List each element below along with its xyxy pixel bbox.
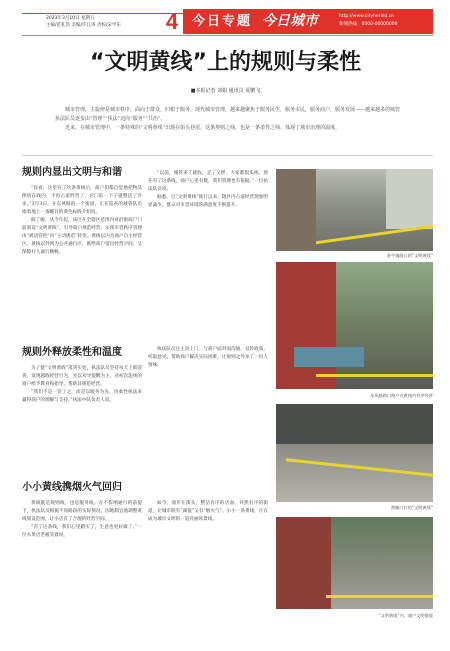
body-paragraph: 据悉，自“文明黄线”推行以来，辖区内占道经营现象明显减少，群众对市容环境的满意度不断提升。	[148, 195, 268, 208]
news-hotline: 新闻热线：0000-00000000	[339, 22, 398, 27]
issue-date: 2023年3月10日 星期五	[46, 16, 95, 21]
body-paragraph: 执法队员还主动上门，与商户面对面沟通，宣传政策，听取意见，帮助商户解决实际困难，让规则之外多了一份人情味。	[148, 347, 268, 368]
market-photo	[276, 262, 433, 389]
body-paragraph: “以前，城管来了就收，走了又摆，大家都很头疼。现在有了这条线，商户心里有数，我们管理也有依据。”一位执法队员说。	[148, 171, 268, 192]
shop-sign	[276, 517, 331, 609]
section-3-col-b	[148, 500, 268, 640]
body-paragraph: 如今，漫步在街头，整洁有序的店面、井然有序的街道，让城市既有“颜值”又有“烟火气”。小小一条黄线，正在成为城市文明的一道亮丽风景线。	[148, 501, 268, 522]
article-lead	[55, 106, 400, 133]
building-shape	[386, 169, 433, 229]
section-1-col-b	[148, 170, 268, 340]
lead-paragraph: 城市管理，主旋律是城市秩序，面向于群众，归根于服务。现代城市管理，越来越聚焦于服务民生，服务市民，服务商户，服务发展——越来越多的城管执法队员逐步由“管理”“执法”迈向“服务”“共治”。	[55, 107, 401, 122]
newspaper-logo: 今日城市	[262, 13, 318, 29]
body-paragraph: 据了解，从今年起，该区在全辖区范围内对沿街商户门前划设“文明黄线”，引导商户规范经营，实现市容秩序管理由“被动管控”向“主动规范”转变。黄线以内为商户自主经营区，黄线以外则为公共通行区，既给商户留出经营空间，又保障行人通行顺畅。	[22, 218, 142, 255]
photo-caption: 商铺门口的“文明黄线”	[390, 505, 433, 510]
yellow-line	[316, 225, 433, 244]
shop-front	[276, 404, 433, 444]
yellow-line	[326, 595, 433, 598]
section-heading: 规则内显出文明与和谐	[22, 167, 122, 178]
section-2-col-a	[22, 365, 142, 471]
shop-awning	[276, 262, 336, 389]
yellow-line	[286, 458, 433, 476]
shop-display-photo	[276, 517, 433, 609]
photo-caption: 金牛镇路口的“文明黄线”	[386, 253, 433, 258]
storefront-photo	[276, 404, 433, 502]
body-paragraph: “有了这条线，我们心里踏实了，生意也更好做了。”一位水果店老板笑着说。	[22, 525, 142, 538]
body-paragraph: “你看，这里有了这条黄线后，商户们都自觉地把物品摆放在线内，不再占道经营了，店门前一下子就整洁了许多。”3月3日，在东风路的一个街道，正在巡查的城管队员指着地上一条醒目的黄色标线介绍说。	[22, 186, 142, 215]
body-paragraph: 为了使“文明黄线”落到实处，执法队员坚持每天上街巡查，发现越线经营行为，先以劝导提醒为主，对初次违规的商户给予教育和指导，帮助其规范经营。	[22, 366, 142, 387]
street-photo	[276, 169, 433, 251]
masthead-bottom-rule	[22, 35, 433, 36]
section-heading: 小小黄线携烟火气回归	[22, 482, 122, 493]
section-name: 今日专题	[192, 14, 253, 29]
article-byline: ■本报记者 刘娟 通讯员 夏鹏飞	[190, 88, 261, 94]
body-paragraph: “我们不是一罚了之，而是以服务为先，用柔性执法来赢得商户的理解与支持。”执法中队负责人说。	[22, 390, 142, 403]
photo-caption: 东风路路口商户在黄线内有序经营	[370, 393, 433, 398]
section-3-col-a	[22, 500, 142, 640]
photo-caption: “文明黄线”内，商户文明摆放	[378, 613, 433, 618]
article-title: “文明黄线”上的规则与柔性	[90, 50, 361, 75]
site-url[interactable]: http://www.cityherald.cn	[339, 14, 395, 19]
body-paragraph: 黄线既是规则线，也是服务线。在不影响通行的前提下，执法队员根据不同路段的实际情况，因地制宜地调整黄线划设范围，让小店有了合理的经营空间。	[22, 501, 142, 522]
storefront-shape	[276, 169, 316, 251]
page-number: 4	[165, 9, 179, 34]
produce-stall	[294, 347, 364, 367]
yellow-line	[316, 374, 433, 377]
lead-paragraph: 近来，在城市管理中，一条特殊的“文明黄线”出现在街头巷尾，这条规则之线，也是一条柔性之线，体现了城市治理的温度。	[65, 125, 341, 131]
page-editors: 主编/范礼浩 美编/许江涛 责校/宋学东	[46, 23, 121, 28]
lead-divider	[22, 155, 433, 156]
section-heading: 规则外释放柔性和温度	[22, 347, 122, 358]
section-1-col-a	[22, 185, 142, 337]
section-2-col-b	[148, 346, 268, 471]
